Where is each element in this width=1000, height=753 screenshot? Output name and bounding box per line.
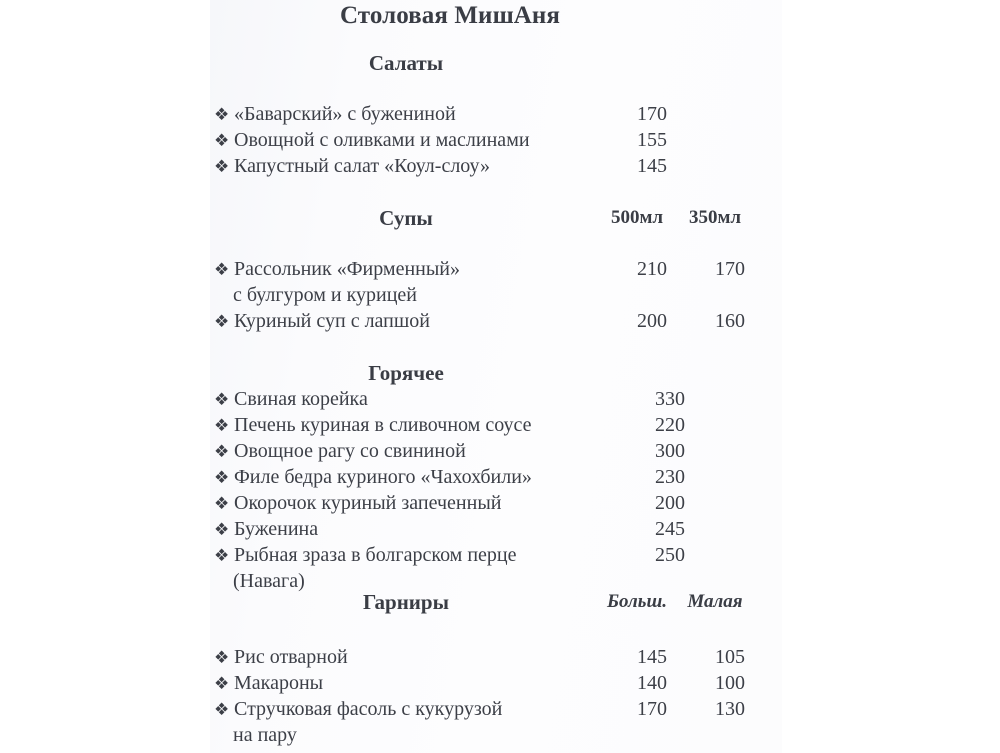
menu-item-row	[214, 414, 794, 440]
menu-item-row	[214, 544, 794, 570]
section-heading-salads: Салаты	[368, 51, 444, 75]
bullet-icon: ❖	[214, 648, 230, 667]
menu-item-name: «Баварский» с бужениной	[234, 103, 456, 125]
menu-item-name: Овощной с оливками и маслинами	[234, 129, 530, 151]
menu-item-name: Филе бедра куриного «Чахохбили»	[234, 466, 532, 488]
bullet-icon: ❖	[214, 546, 230, 565]
column-header-large: Больш.	[606, 591, 668, 612]
menu-item-price: 105	[715, 646, 745, 668]
menu-item-price: 145	[637, 646, 667, 668]
bullet-icon: ❖	[214, 157, 230, 176]
menu-item-price: 160	[715, 310, 745, 332]
menu-item-name: Стручковая фасоль с кукурузой	[234, 698, 503, 720]
menu-item-continuation: (Навага)	[233, 570, 305, 592]
bullet-icon: ❖	[214, 674, 230, 693]
bullet-icon: ❖	[214, 260, 230, 279]
section-heading-soups: Супы	[379, 206, 433, 230]
column-header-350ml: 350мл	[688, 207, 742, 228]
menu-item-name: Окорочок куриный запеченный	[234, 492, 502, 514]
menu-item-row	[214, 155, 794, 181]
bullet-icon: ❖	[214, 131, 230, 150]
menu-item-price: 250	[655, 544, 685, 566]
menu-item-name: Куриный суп с лапшой	[234, 310, 430, 332]
column-header-500ml: 500мл	[610, 207, 664, 228]
menu-item-price: 300	[655, 440, 685, 462]
menu-item-row	[214, 492, 794, 518]
section-heading-hot-dishes: Горячее	[368, 361, 444, 385]
menu-item-row	[214, 440, 794, 466]
menu-item-price: 200	[655, 492, 685, 514]
bullet-icon: ❖	[214, 494, 230, 513]
menu-item-price: 220	[655, 414, 685, 436]
menu-item-name: Рис отварной	[234, 646, 348, 668]
menu-item-price: 140	[637, 672, 667, 694]
bullet-icon: ❖	[214, 390, 230, 409]
menu-item-price: 130	[715, 698, 745, 720]
column-header-small: Малая	[687, 591, 743, 612]
page-title: Столовая МишАня	[339, 2, 561, 29]
menu-item-name: Рассольник «Фирменный»	[234, 258, 460, 280]
menu-item-row	[214, 518, 794, 544]
bullet-icon: ❖	[214, 700, 230, 719]
bullet-icon: ❖	[214, 442, 230, 461]
menu-item-name: Свиная корейка	[234, 388, 368, 410]
menu-item-price: 170	[715, 258, 745, 280]
menu-item-price: 230	[655, 466, 685, 488]
bullet-icon: ❖	[214, 520, 230, 539]
menu-item-name: Макароны	[234, 672, 324, 694]
menu-item-row	[214, 129, 794, 155]
section-heading-sides: Гарниры	[363, 590, 449, 614]
menu-item-name: Печень куриная в сливочном соусе	[234, 414, 532, 436]
menu-item-price: 100	[715, 672, 745, 694]
menu-item-name: Буженина	[234, 518, 319, 540]
menu-item-row	[214, 103, 794, 129]
sides-column-headers	[598, 591, 754, 613]
menu-item-price: 210	[637, 258, 667, 280]
menu-item-name: Капустный салат «Коул-слоу»	[234, 155, 491, 177]
menu-item-price: 170	[637, 698, 667, 720]
menu-item-name: Овощное рагу со свининой	[234, 440, 466, 462]
soups-column-headers	[598, 207, 754, 229]
menu-item-price: 145	[637, 155, 667, 177]
menu-item-row	[214, 466, 794, 492]
menu-item-price: 170	[637, 103, 667, 125]
menu-item-continuation: с булгуром и курицей	[233, 284, 417, 306]
menu-item-price: 330	[655, 388, 685, 410]
menu-item-price: 200	[637, 310, 667, 332]
bullet-icon: ❖	[214, 105, 230, 124]
bullet-icon: ❖	[214, 468, 230, 487]
bullet-icon: ❖	[214, 416, 230, 435]
menu-item-name: Рыбная зраза в болгарском перце	[234, 544, 517, 566]
menu-item-row	[214, 388, 794, 414]
menu-item-continuation: на пару	[233, 724, 297, 746]
bullet-icon: ❖	[214, 312, 230, 331]
menu-item-price: 245	[655, 518, 685, 540]
menu-item-price: 155	[637, 129, 667, 151]
